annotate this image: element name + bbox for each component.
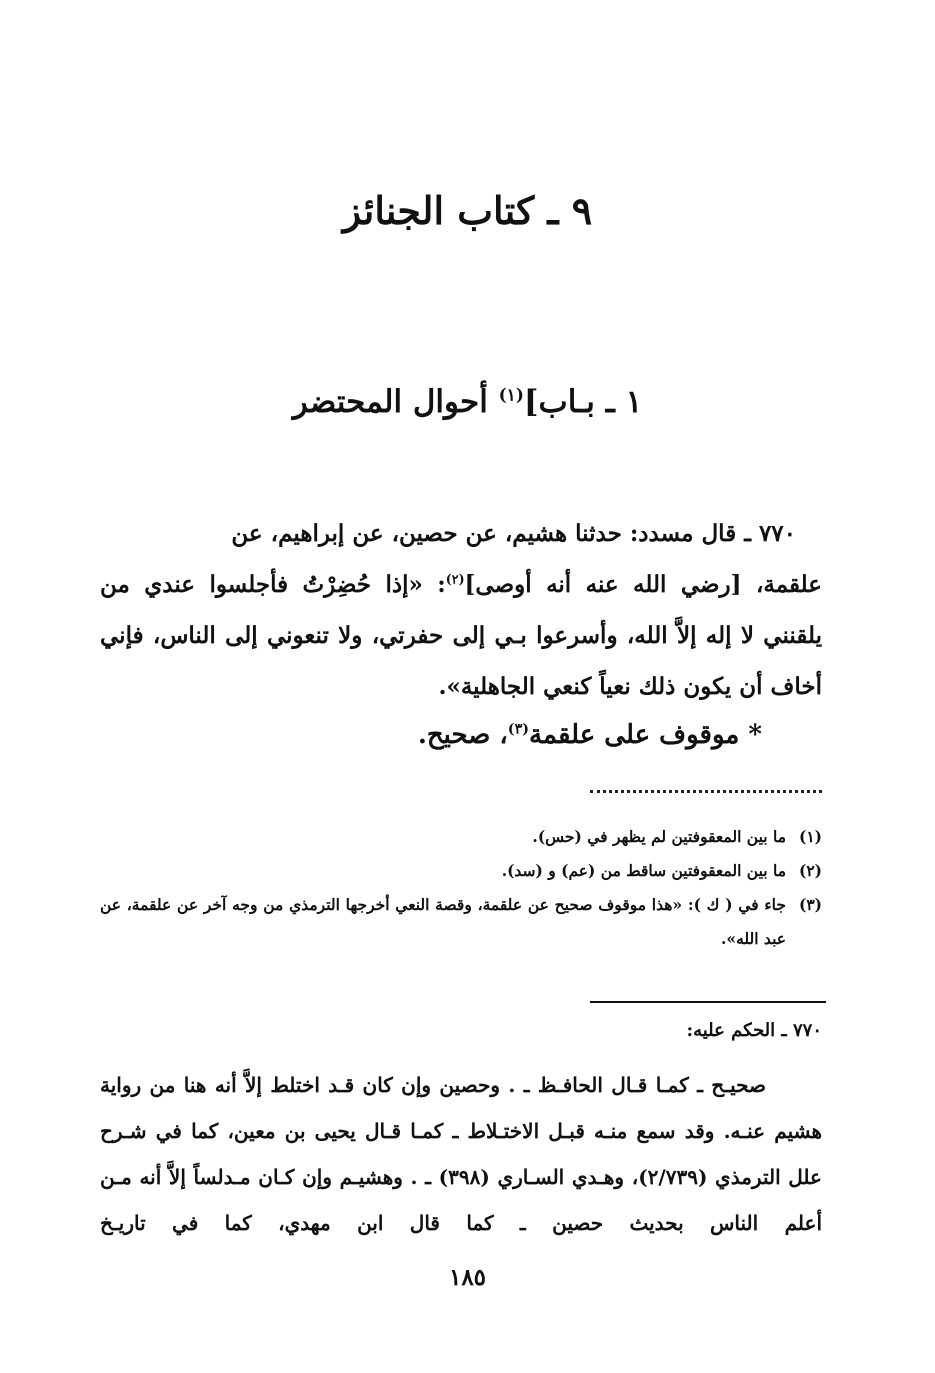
- chapter-title-text: أحوال المحتضر: [292, 384, 499, 420]
- hadith-text: [100, 508, 822, 712]
- footnote-item: [100, 888, 822, 956]
- section-rule: [590, 1001, 826, 1003]
- footnote-number: (٣): [798, 895, 822, 914]
- hadith-body-a: علقمة، [رضي الله عنه أنه أوصى]: [464, 571, 822, 598]
- chapter-title-prefix: ١ ـ بـاب]: [523, 384, 643, 420]
- judgment-text: [100, 1062, 822, 1246]
- ruling-text-a: موقوف على علقمة: [529, 720, 749, 750]
- footnote-text: جاء في ( ك ): «هذا موقوف صحيح عن علقمة، وقصة النعي أخرجها الترمذي من وجه آخر عن علقمة، عن عبد الله».: [100, 895, 786, 948]
- footnote-text: ما بين المعقوفتين لم يظهر في (حس).: [532, 827, 786, 846]
- judgment-heading: ٧٧٠ ـ الحكم عليه:: [686, 1020, 822, 1041]
- page-number: ١٨٥: [448, 1264, 487, 1291]
- book-title: ٩ ـ كتاب الجنائز: [342, 188, 593, 233]
- footnote-separator: [590, 790, 822, 793]
- ruling: [100, 720, 762, 750]
- footnote-item: [100, 854, 822, 888]
- hadith-body: [100, 559, 822, 712]
- footnote-number: (١): [798, 827, 822, 846]
- footnotes: [100, 820, 822, 956]
- hadith-body-b: : «إذا حُضِرْتُ فأجلسوا عندي من يلقنني لا إله إلاَّ الله، وأسرعوا بـي إلى حفرتي، ولا تنعوني إلى الناس، فإني أخاف أن يكون ذلك نعياً كنعي الجاهلية».: [100, 571, 822, 700]
- ruling-star: *: [748, 720, 762, 750]
- chapter-title: [0, 384, 935, 420]
- ruling-text-b: ، صحيح.: [417, 720, 508, 750]
- footnote-item: [100, 820, 822, 854]
- footnote-ref-3: (٣): [507, 721, 530, 738]
- hadith-line-1: ٧٧٠ ـ قال مسدد: حدثنا هشيم، عن حصين، عن إبراهيم، عن: [231, 520, 796, 547]
- judgment-paragraph: صحيـح ـ كمـا قـال الحافـظ ـ . وحصين وإن كان قـد اختلط إلاَّ أنه هنا من رواية هشيم عنـه. وقد سمع منـه قبـل الاختـلاط ـ كمـا قـال يحيى بن معين، كما في شـرح علل الترمذي (٢/٧٣٩)، وهـدي السـاري (٣٩٨) ـ . وهشيـم وإن كـان مـدلساً إلاَّ أنه مـن أعلم الناس بحديث حصين ـ كما قال ابن مهدي، كما في تاريـخ: [100, 1073, 822, 1235]
- footnote-ref-1: (١): [498, 385, 524, 406]
- footnote-ref-2: (٢): [445, 571, 465, 587]
- footnote-text: ما بين المعقوفتين ساقط من (عم) و (سد).: [501, 861, 786, 880]
- footnote-number: (٢): [798, 861, 822, 880]
